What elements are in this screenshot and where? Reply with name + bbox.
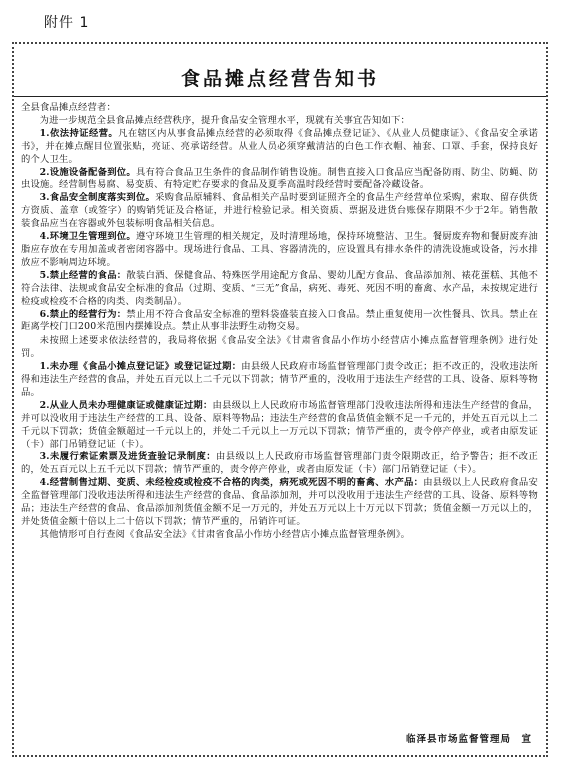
item-paragraph-3: [21, 192, 538, 231]
penalty-heading: 1.未办理《食品小摊点登记证》或登记证过期：: [39, 361, 242, 373]
issuer-signature: 临泽县市场监督管理局 宣: [405, 734, 532, 745]
notice-frame: [12, 42, 548, 757]
penalty-intro: 未按照上述要求依法经营的，我局将依据《食品安全法》《甘肃省食品小作坊小经营店小摊点监督管理条例》进行处罚。: [21, 335, 538, 360]
item-text: 具有符合食品卫生条件的食品制作销售设施。制售直接入口食品应当配备防雨、防尘、防蝇、防虫设施。经营制售易腐、易变质、有特定贮存要求的食品及夏季高温时段经营时要配备冷藏设备。: [21, 166, 539, 191]
penalty-paragraph-3: [21, 451, 538, 477]
penalty-text: 由县级以上人民政府食品安全监督管理部门没收违法所得和违法生产经营的食品、食品添加剂，并可以没收用于违法生产经营的工具、设备、原料等物品；违法生产经营的食品、食品添加剂货值金额不足一万元的，并处五万元以上十万元以下罚款；货值金额一万元以上的，并处货值金额十倍以上二十倍以下罚款；情节严重的，吊销许可证。: [21, 477, 539, 527]
item-heading: 3.食品安全制度落实到位。: [39, 192, 156, 204]
item-paragraph-5: [21, 270, 538, 309]
item-paragraph-6: [21, 309, 538, 335]
salutation: 全县食品摊点经营者：: [21, 102, 116, 113]
intro-paragraph: 为进一步规范全县食品摊点经营秩序，提升食品安全管理水平，现就有关事宜告知如下：: [39, 114, 410, 126]
item-paragraph-2: [21, 167, 538, 193]
attachment-label: 附件 1: [44, 15, 90, 31]
penalty-text: 由县级以上人民政府市场监督管理部门没收违法所得和违法生产经营的食品，并可以没收用于违法生产经营的工具、设备、原料等物品；违法生产经营的食品货值金额不足一千元的，并处五百元以上二千元以下罚款；货值金额超过一千元以上的，并处二千元以上一万元以下罚款；情节严重的，责令停产停业，或者由原发证（卡）部门吊销登记证（卡）。: [21, 399, 538, 450]
penalty-heading: 2.从业人员未办理健康证或健康证过期：: [39, 399, 213, 411]
penalty-heading: 4.经营制售过期、变质、未经检疫或检疫不合格的肉类，病死或死因不明的畜禽、水产品：: [39, 477, 424, 489]
notice-body: [21, 102, 538, 542]
item-text: 禁止用不符合食品安全标准的塑料袋盛装直接入口食品。禁止重复使用一次性餐具、饮具。禁止在距离学校门口200米范围内摆摊设点。禁止从事非法野生动物交易。: [21, 308, 538, 333]
item-text: 采购食品原辅料、食品相关产品时要到证照齐全的食品生产经营单位采购，索取、留存供货方资质、盖章（或签字）的购销凭证及合格证，并进行检验记录。相关资质、票据及进货台账保存期限不少于2年。销售散装食品应当在容器或外包装标明食品相关信息。: [21, 192, 538, 230]
penalty-text: 由县级人民政府市场监督管理部门责令改正；拒不改正的，没收违法所得和违法生产经营的食品，并处五百元以上二千元以下罚款；情节严重的，没收用于违法生产经营的工具、设备、原料等物品。: [21, 361, 538, 398]
item-paragraph-4: [21, 231, 538, 270]
penalty-paragraph-1: [21, 361, 538, 400]
penalty-text: 由县级以上人民政府市场监督管理部门责令限期改正，给予警告；拒不改正的，处五百元以上五千元以下罚款；情节严重的，责令停产停业，或者由原发证（卡）部门吊销登记证（卡）。: [21, 451, 538, 476]
page-title: 食品摊点经营告知书: [180, 68, 379, 90]
item-heading: 1.依法持证经营。: [39, 127, 119, 139]
item-text: 凡在辖区内从事食品摊点经营的必须取得《食品摊点登记证》、《从业人员健康证》、《食品安全承诺书》，并在摊点醒目位置张贴，亮证、亮承诺经营。从业人员必须穿戴清洁的白色工作衣帽、袖套、口罩、手套，保持良好的个人卫生。: [21, 127, 538, 165]
item-heading: 6.禁止的经营行为：: [39, 308, 127, 320]
penalty-heading: 3.未履行索证索票及进货查验记录制度：: [39, 451, 216, 463]
penalty-paragraph-2: [21, 400, 538, 452]
closing-paragraph: 其他情形可自行查阅《食品安全法》《甘肃省食品小作坊小经营店小摊点监督管理条例》。: [39, 528, 411, 540]
item-heading: 5.禁止经营的食品：: [39, 269, 127, 281]
item-text: 散装白酒、保健食品、特殊医学用途配方食品、婴幼儿配方食品、食品添加剂、裱花蛋糕、其他不符合法律、法规或食品安全标准的食品（过期、变质、“三无”食品，病死、毒死、死因不明的畜禽、水产品，未按规定进行检疫或检疫不合格的肉类、肉类制品）。: [21, 269, 538, 307]
item-paragraph-1: [21, 128, 538, 167]
item-heading: 2.设施设备配备到位。: [39, 166, 136, 178]
item-heading: 4.环境卫生管理到位。: [39, 231, 136, 243]
title-divider: [14, 96, 546, 97]
penalty-paragraph-4: [21, 477, 538, 529]
item-text: 遵守环境卫生管理的相关规定，及时清理场地，保持环境整洁、卫生。餐厨废弃物和餐厨废弃油脂应存放在专用加盖或者密闭容器中。现场进行食品、工具、容器清洗的，应设置具有排水条件的清洗设施或设备，污水排放应不影响周边环境。: [21, 231, 539, 268]
